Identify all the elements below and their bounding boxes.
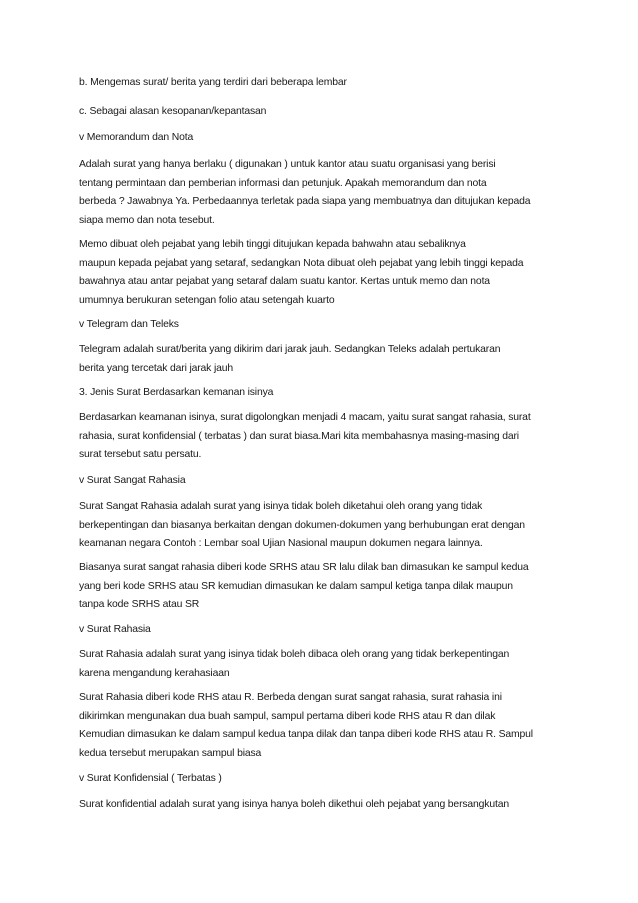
text-line: keamanan negara Contoh : Lembar soal Ujian Nasional maupun dokumen negara lainnya. [79, 538, 483, 550]
section-heading: v Surat Sangat Rahasia [79, 475, 186, 486]
text-line: Surat Rahasia diberi kode RHS atau R. Berbeda dengan surat sangat rahasia, surat rahasia ini [79, 692, 502, 703]
text-line: bawahnya atau antar pejabat yang setaraf dalam suatu kantor. Kertas untuk memo dan nota [79, 276, 490, 288]
section-heading: v Telegram dan Teleks [79, 319, 179, 330]
text-line: Berdasarkan keamanan isinya, surat digolongkan menjadi 4 macam, yaitu surat sangat rahasia, surat [79, 412, 531, 423]
section-heading: v Memorandum dan Nota [79, 132, 194, 143]
text-line: berita yang tercetak dari jarak jauh [79, 362, 234, 374]
text-line: Telegram adalah surat/berita yang dikirim dari jarak jauh. Sedangkan Teleks adalah pertukaran [79, 344, 501, 355]
text-line: Kemudian dimasukan ke dalam sampul kedua tanpa dilak dan tanpa diberi kode RHS atau R. Sampul [79, 729, 533, 741]
text-line: c. Sebagai alasan kesopanan/kepantasan [79, 106, 267, 117]
text-line: berkepentingan dan biasanya berkaitan dengan dokumen-dokumen yang berhubungan erat dengan [79, 519, 525, 531]
text-line: surat tersebut satu persatu. [79, 449, 202, 461]
text-line: Surat Rahasia adalah surat yang isinya tidak boleh dibaca oleh orang yang tidak berkepentingan [79, 649, 510, 660]
text-line: maupun kepada pejabat yang setaraf, sedangkan Nota dibuat oleh pejabat yang lebih tinggi kepada [79, 257, 524, 269]
text-line: dikirimkan mengunakan dua buah sampul, sampul pertama diberi kode RHS atau R dan dilak [79, 710, 496, 722]
text-line: yang beri kode SRHS atau SR kemudian dimasukan ke dalam sampul ketiga tanpa dilak maupun [79, 580, 513, 592]
text-line: kedua tersebut merupakan sampul biasa [79, 747, 262, 759]
text-line: karena mengandung kerahasiaan [79, 667, 230, 679]
section-heading: 3. Jenis Surat Berdasarkan kemanan isinya [79, 387, 274, 398]
text-line: siapa memo dan nota tesebut. [79, 214, 215, 226]
section-heading: v Surat Rahasia [79, 624, 151, 635]
text-line: tanpa kode SRHS atau SR [79, 599, 200, 611]
section-heading: v Surat Konfidensial ( Terbatas ) [79, 773, 222, 784]
text-line: tentang permintaan dan pemberian informasi dan petunjuk. Apakah memorandum dan nota [79, 177, 487, 189]
text-line: berbeda ? Jawabnya Ya. Perbedaannya terletak pada siapa yang membuatnya dan ditujukan kepada [79, 196, 531, 208]
text-line: Surat Sangat Rahasia adalah surat yang isinya tidak boleh diketahui oleh orang yang tidak [79, 501, 483, 512]
text-line: Biasanya surat sangat rahasia diberi kode SRHS atau SR lalu dilak ban dimasukan ke sampul kedua [79, 562, 529, 573]
text-line: rahasia, surat konfidensial ( terbatas ) dan surat biasa.Mari kita membahasnya masing-masing dari [79, 430, 519, 442]
text-line: Surat konfidential adalah surat yang isinya hanya boleh dikethui oleh pejabat yang bersangkutan [79, 799, 509, 810]
text-line: umumnya berukuran setengan folio atau setengah kuarto [79, 294, 335, 306]
text-line: b. Mengemas surat/ berita yang terdiri dari beberapa lembar [79, 77, 347, 88]
text-line: Memo dibuat oleh pejabat yang lebih tinggi ditujukan kepada bahwahn atau sebaliknya [79, 239, 466, 250]
text-line: Adalah surat yang hanya berlaku ( digunakan ) untuk kantor atau suatu organisasi yang berisi [79, 159, 496, 170]
